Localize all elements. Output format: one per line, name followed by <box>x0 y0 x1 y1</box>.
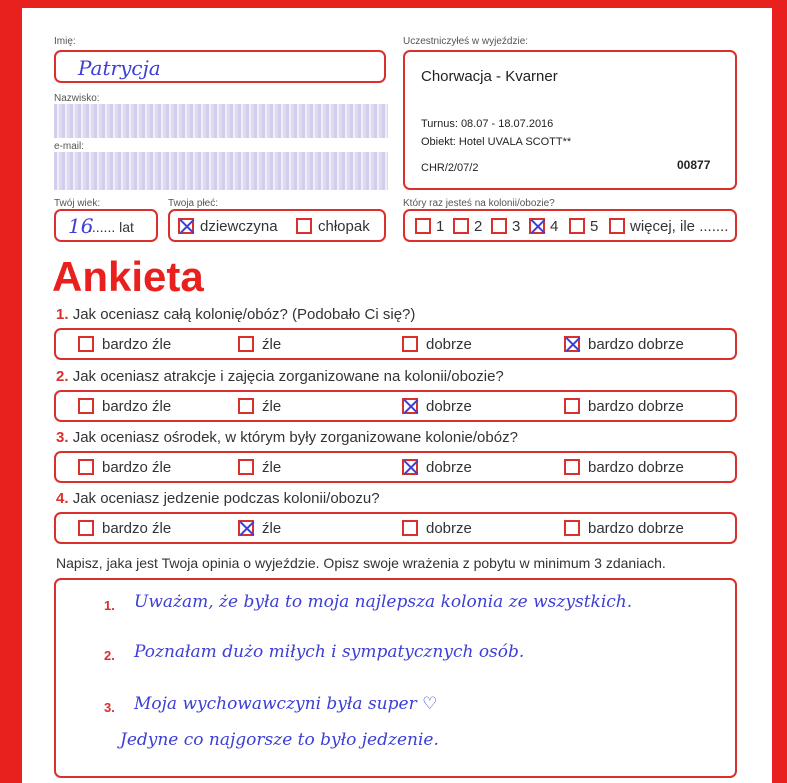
times-2-checkbox[interactable] <box>453 218 469 234</box>
question-1-number: 1. <box>56 306 69 323</box>
email-label: e-mail: <box>54 141 85 152</box>
times-5-checkbox[interactable] <box>569 218 585 234</box>
question-2-number: 2. <box>56 368 69 385</box>
question-1-option-3-checkbox[interactable] <box>402 336 418 352</box>
times-3-checkbox[interactable] <box>491 218 507 234</box>
first-name-field[interactable] <box>54 50 386 83</box>
times-4-label: 4 <box>550 218 559 235</box>
question-3-option-4-label: bardzo dobrze <box>588 459 684 476</box>
opinion-prompt: Napisz, jaka jest Twoja opinia o wyjeździe. Opisz swoje wrażenia z pobytu w minimum 3 zdaniach. <box>56 555 666 571</box>
question-4-option-2-checkbox[interactable] <box>238 520 254 536</box>
gender-male-label: chłopak <box>318 218 370 235</box>
trip-code: CHR/2/07/2 <box>421 162 479 174</box>
question-1-option-3-label: dobrze <box>426 336 472 353</box>
trip-info-box <box>403 50 737 190</box>
trip-turnus: Turnus: 08.07 - 18.07.2016 <box>421 118 554 130</box>
question-4-options <box>54 512 737 544</box>
opinion-num-1: 1. <box>104 598 115 613</box>
last-name-redacted <box>54 104 388 138</box>
question-4-option-2-label: źle <box>262 520 282 537</box>
question-2-option-1-checkbox[interactable] <box>78 398 94 414</box>
trip-destination: Chorwacja - Kvarner <box>421 68 558 85</box>
question-1-option-2-checkbox[interactable] <box>238 336 254 352</box>
email-redacted <box>54 152 388 190</box>
last-name-label: Nazwisko: <box>54 93 100 104</box>
opinion-num-3: 3. <box>104 700 115 715</box>
gender-field <box>168 209 386 242</box>
age-field[interactable] <box>54 209 158 242</box>
question-4-option-3-label: dobrze <box>426 520 472 537</box>
opinion-line-3: Moja wychowawczyni była super ♡ <box>134 694 438 714</box>
trip-obiekt: Obiekt: Hotel UVALA SCOTT** <box>421 136 572 148</box>
question-2-option-4-checkbox[interactable] <box>564 398 580 414</box>
survey-sheet <box>22 8 772 783</box>
opinion-num-2: 2. <box>104 648 115 663</box>
question-4-text: Jak oceniasz jedzenie podczas kolonii/obozu? <box>72 490 380 507</box>
question-2-title <box>56 368 504 385</box>
question-2-options <box>54 390 737 422</box>
age-label: Twój wiek: <box>54 198 101 209</box>
first-name-label: Imię: <box>54 36 76 47</box>
age-value: 16 <box>68 214 94 238</box>
question-1-text: Jak oceniasz całą kolonię/obóz? (Podobało Ci się?) <box>72 306 416 323</box>
question-2-text: Jak oceniasz atrakcje i zajęcia zorganizowane na kolonii/obozie? <box>72 368 504 385</box>
question-1-options <box>54 328 737 360</box>
question-4-option-3-checkbox[interactable] <box>402 520 418 536</box>
question-3-option-3-label: dobrze <box>426 459 472 476</box>
trip-number: 00877 <box>677 158 711 172</box>
opinion-line-4: Jedyne co najgorsze to było jedzenie. <box>120 730 439 750</box>
first-name-value: Patrycja <box>78 56 161 80</box>
times-2-label: 2 <box>474 218 483 235</box>
question-3-option-1-checkbox[interactable] <box>78 459 94 475</box>
question-2-option-3-checkbox[interactable] <box>402 398 418 414</box>
question-3-option-4-checkbox[interactable] <box>564 459 580 475</box>
question-2-option-3-label: dobrze <box>426 398 472 415</box>
question-2-option-2-label: źle <box>262 398 282 415</box>
times-more-checkbox[interactable] <box>609 218 625 234</box>
times-3-label: 3 <box>512 218 521 235</box>
question-3-number: 3. <box>56 429 69 446</box>
question-4-option-1-label: bardzo źle <box>102 520 172 537</box>
question-2-option-4-label: bardzo dobrze <box>588 398 684 415</box>
question-1-option-2-label: źle <box>262 336 282 353</box>
question-2-option-2-checkbox[interactable] <box>238 398 254 414</box>
times-1-label: 1 <box>436 218 445 235</box>
question-3-options <box>54 451 737 483</box>
question-3-option-3-checkbox[interactable] <box>402 459 418 475</box>
question-2-option-1-label: bardzo źle <box>102 398 172 415</box>
times-5-label: 5 <box>590 218 599 235</box>
age-unit: ....... lat <box>88 219 134 235</box>
question-3-option-2-label: źle <box>262 459 282 476</box>
question-1-option-4-label: bardzo dobrze <box>588 336 684 353</box>
gender-female-checkbox[interactable] <box>178 218 194 234</box>
question-3-option-1-label: bardzo źle <box>102 459 172 476</box>
question-4-option-1-checkbox[interactable] <box>78 520 94 536</box>
question-1-option-1-checkbox[interactable] <box>78 336 94 352</box>
times-label: Który raz jesteś na kolonii/obozie? <box>403 198 555 209</box>
times-more-label: więcej, ile ....... <box>630 218 729 235</box>
gender-female-label: dziewczyna <box>200 218 278 235</box>
times-1-checkbox[interactable] <box>415 218 431 234</box>
trip-label: Uczestniczyłeś w wyjeździe: <box>403 36 529 47</box>
question-4-option-4-checkbox[interactable] <box>564 520 580 536</box>
question-1-option-1-label: bardzo źle <box>102 336 172 353</box>
question-4-option-4-label: bardzo dobrze <box>588 520 684 537</box>
question-3-title <box>56 429 518 446</box>
gender-label: Twoja płeć: <box>168 198 219 209</box>
question-4-number: 4. <box>56 490 69 507</box>
question-1-option-4-checkbox[interactable] <box>564 336 580 352</box>
times-field <box>403 209 737 242</box>
opinion-box[interactable] <box>54 578 737 778</box>
question-4-title <box>56 490 380 507</box>
gender-male-checkbox[interactable] <box>296 218 312 234</box>
survey-title: Ankieta <box>52 253 204 300</box>
question-3-option-2-checkbox[interactable] <box>238 459 254 475</box>
opinion-line-2: Poznałam dużo miłych i sympatycznych osób. <box>134 642 525 662</box>
question-3-text: Jak oceniasz ośrodek, w którym były zorganizowane kolonie/obóz? <box>72 429 518 446</box>
opinion-line-1: Uważam, że była to moja najlepsza kolonia ze wszystkich. <box>134 592 633 612</box>
question-1-title <box>56 306 415 323</box>
times-4-checkbox[interactable] <box>529 218 545 234</box>
